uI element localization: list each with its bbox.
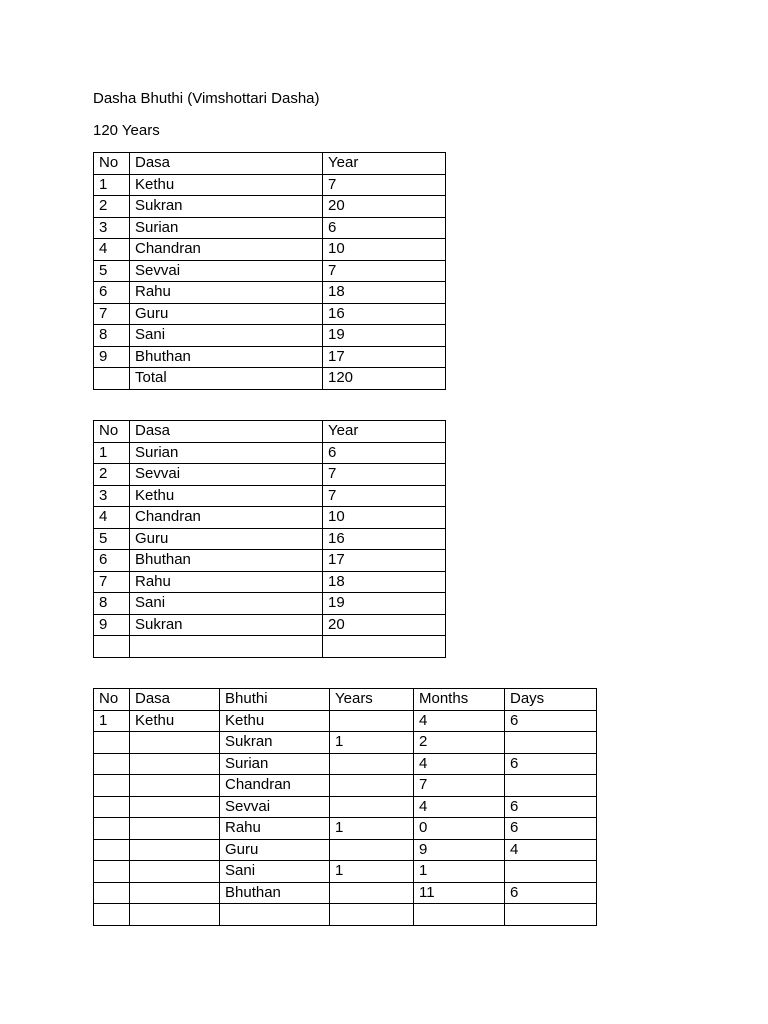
table-cell: Sani	[220, 861, 330, 883]
header-cell: No	[94, 689, 130, 711]
table-cell	[323, 636, 446, 658]
header-cell: No	[94, 421, 130, 443]
table-cell	[330, 753, 414, 775]
table-cell: 1	[330, 861, 414, 883]
table-cell: 6	[94, 550, 130, 572]
table-cell	[505, 775, 597, 797]
table-cell: 4	[414, 753, 505, 775]
table-cell: 4	[505, 839, 597, 861]
header-cell: Years	[330, 689, 414, 711]
table-cell	[130, 732, 220, 754]
table-cell: Kethu	[130, 710, 220, 732]
header-cell: Year	[323, 153, 446, 175]
table-row	[94, 775, 597, 797]
table-cell: Rahu	[130, 571, 323, 593]
table-cell: 11	[414, 882, 505, 904]
bhuthi-table	[93, 688, 597, 926]
table-cell: 18	[323, 571, 446, 593]
table-cell: Surian	[130, 442, 323, 464]
table-cell: Kethu	[220, 710, 330, 732]
table-cell	[130, 753, 220, 775]
table-cell: Chandran	[130, 239, 323, 261]
table-row	[94, 550, 446, 572]
table-cell: 2	[94, 196, 130, 218]
table-row	[94, 217, 446, 239]
table-row	[94, 636, 446, 658]
table-row	[94, 614, 446, 636]
table-row	[94, 839, 597, 861]
table-cell: Bhuthan	[130, 550, 323, 572]
header-cell: Year	[323, 421, 446, 443]
table-cell: Chandran	[220, 775, 330, 797]
table-cell	[505, 904, 597, 926]
table-cell: 7	[414, 775, 505, 797]
table-cell: 10	[323, 507, 446, 529]
table-cell: 4	[94, 507, 130, 529]
table-row	[94, 571, 446, 593]
table-cell: 120	[323, 368, 446, 390]
table-cell: 1	[330, 818, 414, 840]
table-cell: 1	[94, 174, 130, 196]
table-cell: 4	[414, 710, 505, 732]
table-cell: 1	[94, 442, 130, 464]
table-cell: 16	[323, 528, 446, 550]
dasa-years-table	[93, 152, 446, 390]
table-cell: 16	[323, 303, 446, 325]
table-row	[94, 485, 446, 507]
table-cell	[94, 861, 130, 883]
table-row	[94, 904, 597, 926]
table-cell: Sukran	[130, 196, 323, 218]
table-cell: Kethu	[130, 485, 323, 507]
table-cell	[130, 904, 220, 926]
document-subtitle: 120 Years	[93, 122, 160, 139]
table-cell: 1	[94, 710, 130, 732]
table-cell: Guru	[130, 303, 323, 325]
table-cell: Chandran	[130, 507, 323, 529]
table-cell	[94, 732, 130, 754]
table-row	[94, 239, 446, 261]
table-cell: Sevvai	[220, 796, 330, 818]
table-cell	[330, 710, 414, 732]
table-cell: 17	[323, 550, 446, 572]
table-cell	[414, 904, 505, 926]
table-cell	[330, 904, 414, 926]
header-cell: Dasa	[130, 153, 323, 175]
header-cell: Bhuthi	[220, 689, 330, 711]
table-cell: 10	[323, 239, 446, 261]
table-cell	[130, 636, 323, 658]
table-cell: 6	[505, 753, 597, 775]
table-cell	[220, 904, 330, 926]
table-cell	[130, 796, 220, 818]
table-cell: 6	[94, 282, 130, 304]
table-cell: 17	[323, 346, 446, 368]
table-row	[94, 260, 446, 282]
table-cell	[330, 839, 414, 861]
table-cell	[130, 861, 220, 883]
table-cell	[94, 636, 130, 658]
table-cell: 19	[323, 593, 446, 615]
table-cell: Rahu	[220, 818, 330, 840]
table-cell: 2	[414, 732, 505, 754]
table-row	[94, 528, 446, 550]
table-cell: Total	[130, 368, 323, 390]
table-row	[94, 282, 446, 304]
table-cell: Sani	[130, 325, 323, 347]
table-cell	[130, 775, 220, 797]
table-cell: 7	[323, 174, 446, 196]
table-cell: 1	[414, 861, 505, 883]
table-row	[94, 368, 446, 390]
header-cell: Dasa	[130, 689, 220, 711]
table-row	[94, 710, 597, 732]
table-cell	[94, 839, 130, 861]
table-cell	[94, 882, 130, 904]
table-cell: 5	[94, 528, 130, 550]
table-cell	[94, 904, 130, 926]
table-cell: 0	[414, 818, 505, 840]
table-cell: 7	[323, 464, 446, 486]
table-cell: Sani	[130, 593, 323, 615]
table-cell: Sukran	[130, 614, 323, 636]
table-cell: 6	[505, 796, 597, 818]
table-cell: Kethu	[130, 174, 323, 196]
dasa-order-table	[93, 420, 446, 658]
table-row	[94, 507, 446, 529]
table-cell	[330, 796, 414, 818]
table-cell	[94, 775, 130, 797]
table-cell: 7	[94, 571, 130, 593]
table-cell: Sevvai	[130, 464, 323, 486]
table-cell: Bhuthan	[130, 346, 323, 368]
table-header-row	[94, 689, 597, 711]
table-row	[94, 882, 597, 904]
document-title: Dasha Bhuthi (Vimshottari Dasha)	[93, 90, 320, 107]
table-row	[94, 464, 446, 486]
table-row	[94, 593, 446, 615]
table-cell: 19	[323, 325, 446, 347]
table-row	[94, 753, 597, 775]
table-cell: 9	[94, 346, 130, 368]
table-row	[94, 796, 597, 818]
table-cell: 8	[94, 325, 130, 347]
table-cell	[94, 368, 130, 390]
table-row	[94, 174, 446, 196]
table-cell	[130, 839, 220, 861]
table-cell	[505, 861, 597, 883]
header-cell: Dasa	[130, 421, 323, 443]
table-cell: Surian	[130, 217, 323, 239]
table-cell: 6	[323, 442, 446, 464]
table-row	[94, 196, 446, 218]
header-cell: Days	[505, 689, 597, 711]
table-cell	[130, 882, 220, 904]
table-cell: Sukran	[220, 732, 330, 754]
table-cell: 8	[94, 593, 130, 615]
table-row	[94, 442, 446, 464]
table-cell: 6	[505, 710, 597, 732]
table-cell	[505, 732, 597, 754]
table-cell	[94, 753, 130, 775]
table-row	[94, 732, 597, 754]
table-row	[94, 303, 446, 325]
table-cell	[130, 818, 220, 840]
table-cell: Bhuthan	[220, 882, 330, 904]
table-cell	[94, 818, 130, 840]
header-cell: No	[94, 153, 130, 175]
table-cell: 20	[323, 614, 446, 636]
table-cell	[330, 775, 414, 797]
table-cell	[330, 882, 414, 904]
table-cell: 20	[323, 196, 446, 218]
table-row	[94, 861, 597, 883]
table-cell: Surian	[220, 753, 330, 775]
table-cell: 4	[94, 239, 130, 261]
table-header-row	[94, 153, 446, 175]
table-cell	[94, 796, 130, 818]
table-cell: 6	[323, 217, 446, 239]
table-row	[94, 818, 597, 840]
table-cell: Rahu	[130, 282, 323, 304]
table-cell: Guru	[130, 528, 323, 550]
table-cell: 7	[94, 303, 130, 325]
table-cell: 6	[505, 882, 597, 904]
table-cell: Sevvai	[130, 260, 323, 282]
table-cell: 7	[323, 260, 446, 282]
table-cell: 7	[323, 485, 446, 507]
table-cell: 4	[414, 796, 505, 818]
table-header-row	[94, 421, 446, 443]
table-cell: 18	[323, 282, 446, 304]
table-cell: Guru	[220, 839, 330, 861]
table-cell: 1	[330, 732, 414, 754]
table-cell: 3	[94, 217, 130, 239]
table-cell: 9	[414, 839, 505, 861]
table-cell: 6	[505, 818, 597, 840]
header-cell: Months	[414, 689, 505, 711]
table-row	[94, 325, 446, 347]
table-cell: 5	[94, 260, 130, 282]
table-cell: 9	[94, 614, 130, 636]
table-cell: 3	[94, 485, 130, 507]
table-row	[94, 346, 446, 368]
table-cell: 2	[94, 464, 130, 486]
